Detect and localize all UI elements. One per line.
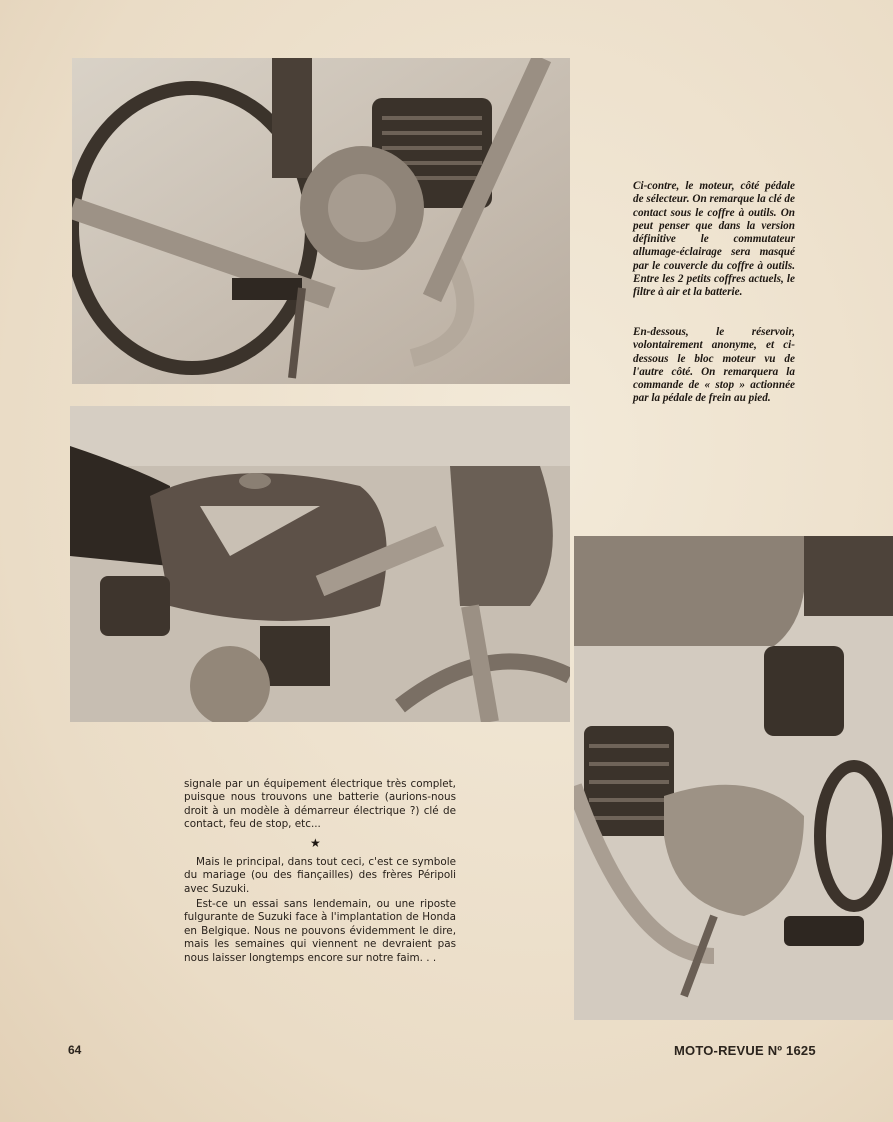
engine-photo-top bbox=[72, 58, 570, 384]
article-paragraph-2 bbox=[184, 856, 456, 896]
article-paragraph-1 bbox=[184, 778, 456, 832]
photo-caption-top bbox=[633, 180, 795, 300]
photo-caption-bottom bbox=[633, 326, 795, 406]
article-paragraph-3 bbox=[184, 898, 456, 965]
page-number: 64 bbox=[68, 1043, 82, 1057]
magazine-footer-title: MOTO-REVUE Nº 1625 bbox=[674, 1043, 816, 1058]
fuel-tank-photo bbox=[70, 406, 570, 722]
caption-bottom-text: En-dessous, le réservoir, volontairement anonyme, et ci-dessous le bloc moteur vu de l'autre côté. On remarquera la commande de « stop » actionnée par la pédale de frein au pied. bbox=[633, 326, 795, 405]
engine-photo-right bbox=[574, 536, 893, 1020]
article-paragraph-3-text: Est-ce un essai sans lendemain, ou une riposte fulgurante de Suzuki face à l'implantation de Honda en Belgique. Nous ne pouvons évidemment le dire, mais les semaines qui viennent ne devraient pas nous laisser longtemps encore sur notre faim. . . bbox=[184, 898, 456, 964]
caption-top-text: Ci-contre, le moteur, côté pédale de sélecteur. On remarque la clé de contact sous le coffre à outils. On peut penser que dans la version définitive le commutateur allumage-éclairage sera masqué par le couvercle du coffre à outils. Entre les 2 petits coffres actuels, le filtre à air et la batterie. bbox=[633, 180, 795, 299]
section-separator-star: ★ bbox=[310, 836, 321, 850]
article-paragraph-2-text: Mais le principal, dans tout ceci, c'est ce symbole du mariage (ou des fiançailles) des frères Péripoli avec Suzuki. bbox=[184, 856, 456, 895]
article-paragraph-1-text: signale par un équipement électrique très complet, puisque nous trouvons une batterie (aurions-nous droit à un modèle à démarreur électrique ?) clé de contact, feu de stop, etc... bbox=[184, 778, 456, 831]
